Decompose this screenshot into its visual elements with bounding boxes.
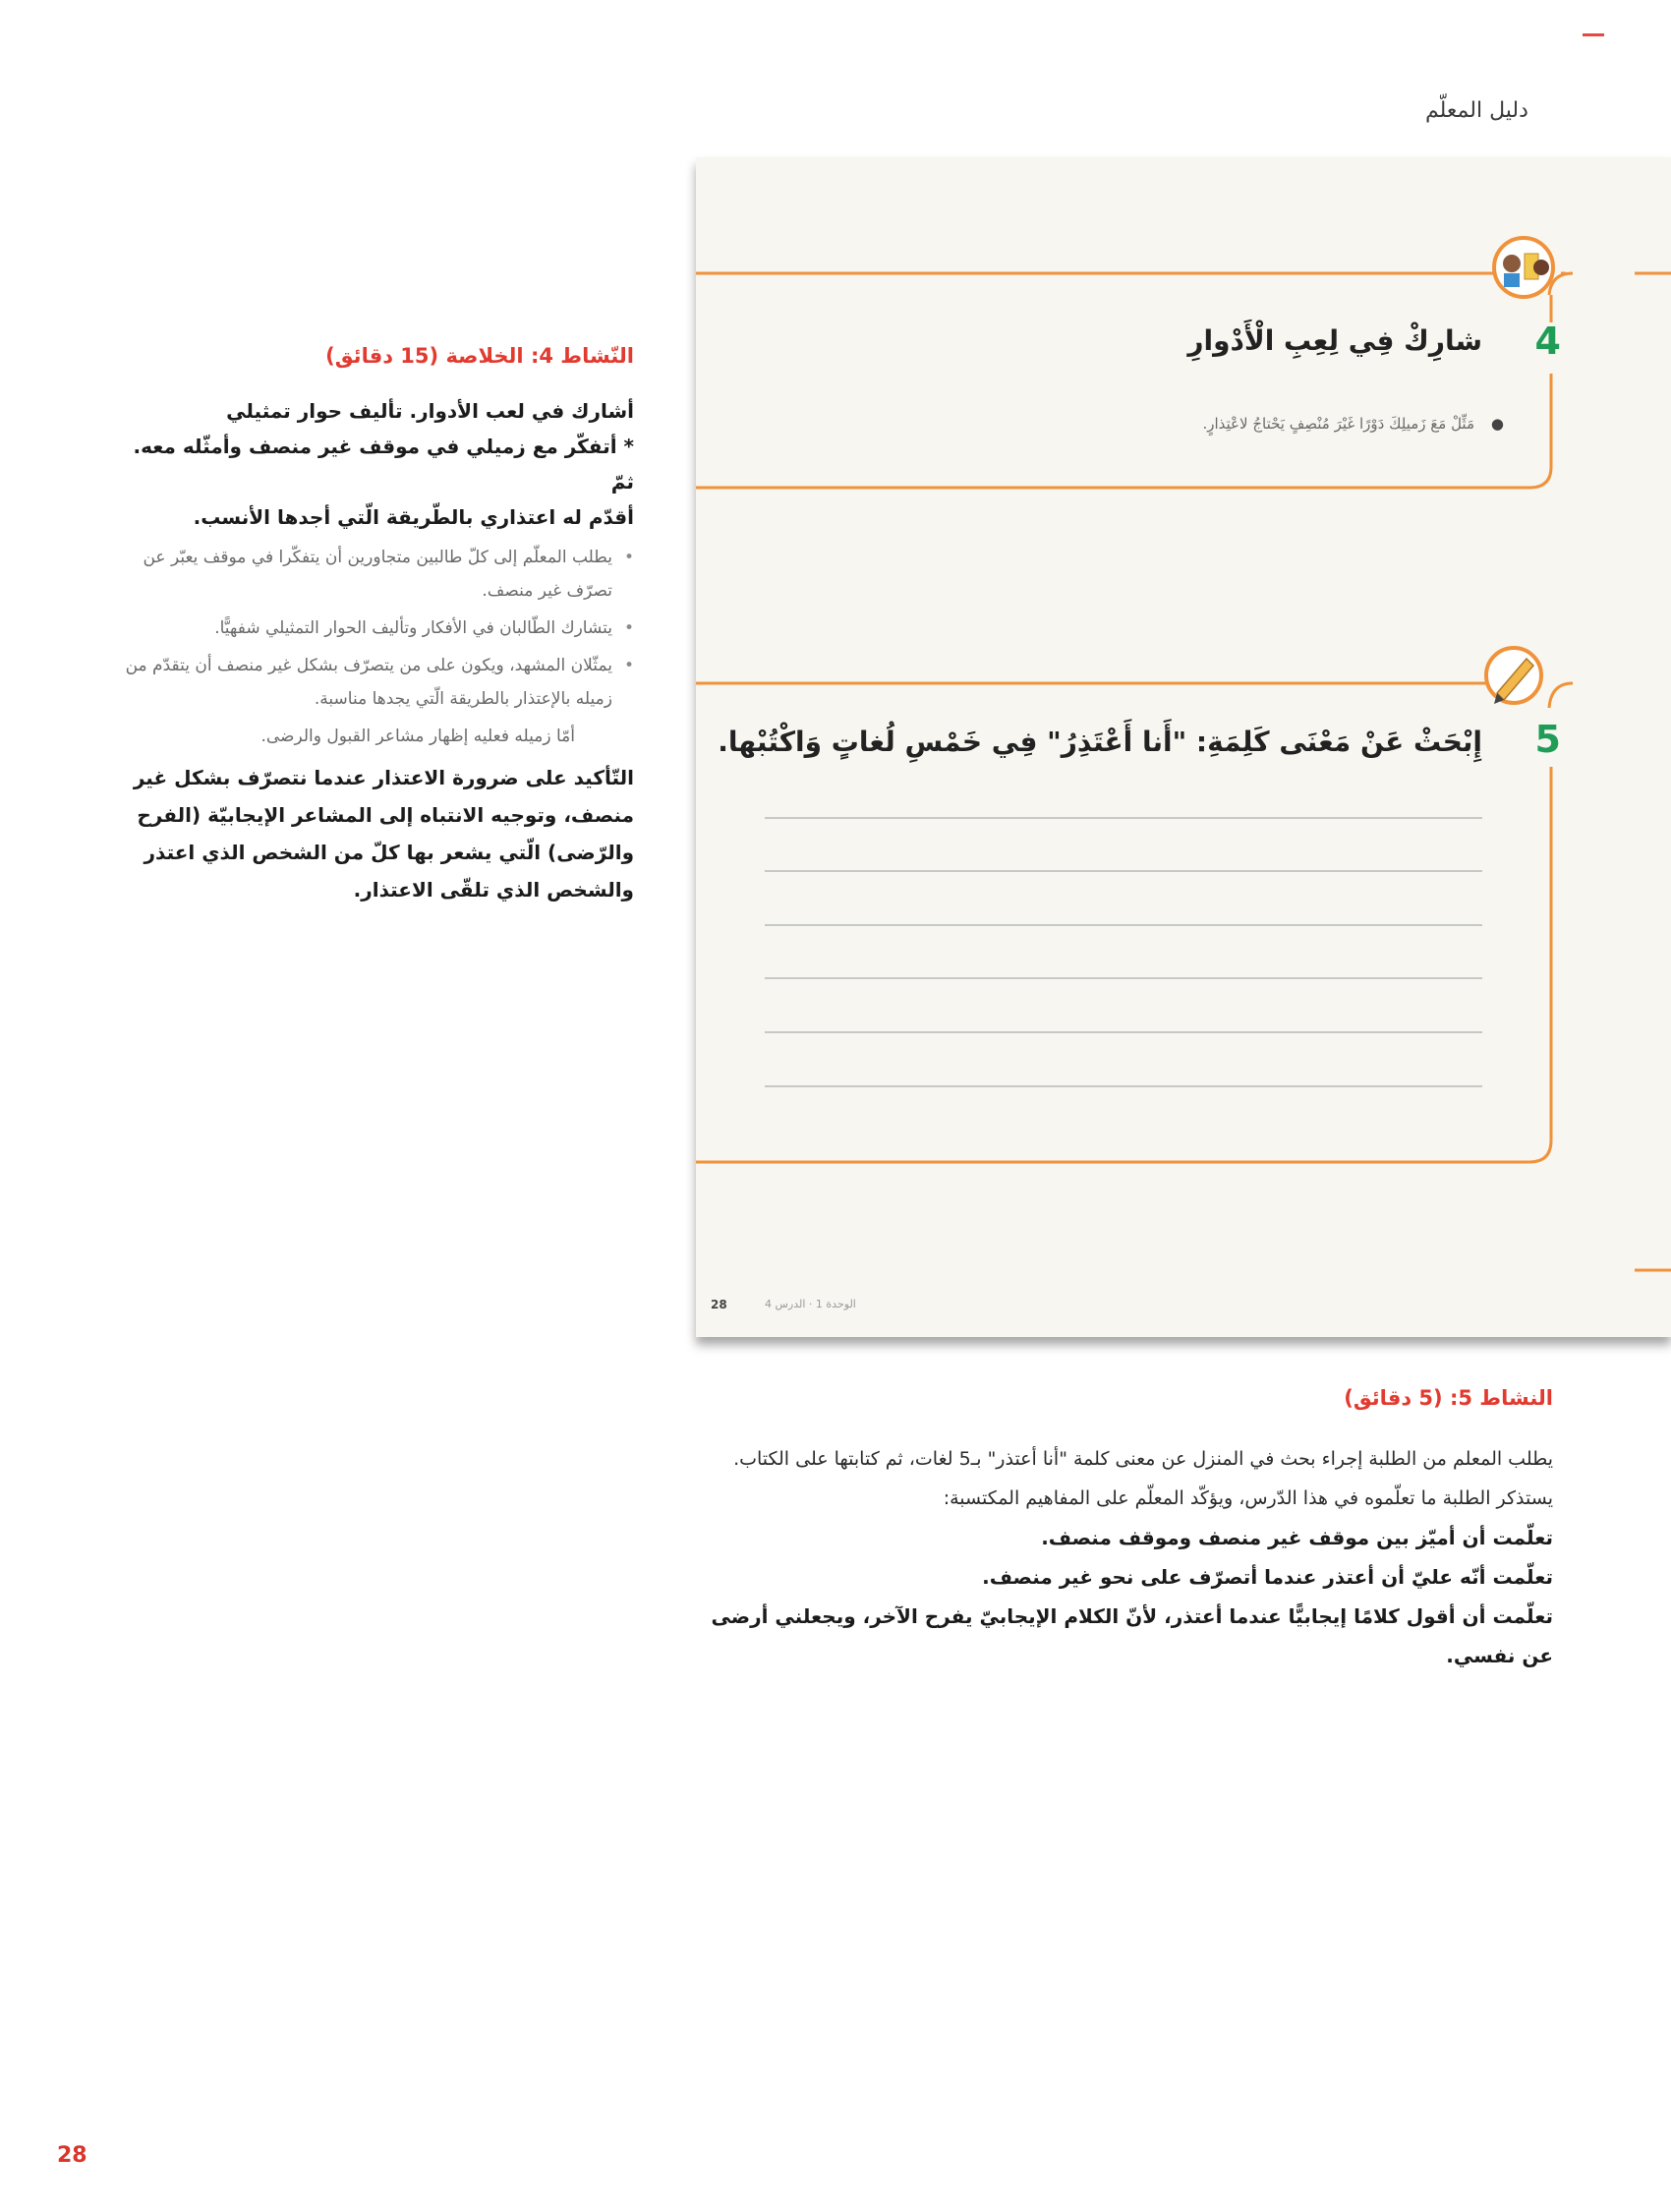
book-footer-page: 28 (711, 1298, 727, 1311)
learned-item-1: تعلّمت أن أميّز بين موقف غير منصف وموقف منصف. (1041, 1526, 1553, 1549)
page-number: 28 (57, 2143, 87, 2168)
activity5-heading: النشاط 5: (5 دقائق) (1344, 1386, 1553, 1410)
activity4-emphasis: التّأكيد على ضرورة الاعتذار عندما نتصرّف بشكل غير منصف، وتوجيه الانتباه إلى المشاعر الإيجابيّة (الفرح والرّضى) الّتي يشعر بها كلّ من الشخص الذي اعتذر والشخص الذي تلقّى الاعتذار. (133, 766, 634, 902)
activity5-number: 5 (1534, 718, 1561, 761)
activity5-section (708, 1386, 1553, 1675)
teacher-activity4-column (113, 344, 634, 908)
activity4-heading: النّشاط 4: الخلاصة (15 دقائق) (325, 344, 634, 368)
learned-item-3: تعلّمت أن أقول كلامًا إيجابيًّا عندما أعتذر، لأنّ الكلام الإيجابيّ يفرح الآخر، ويجعلني أرضى عن نفسي. (711, 1604, 1553, 1667)
activity4-bold-line-2: * أتفكّر مع زميلي في موقف غير منصف وأمثّله معه. ثمّ (133, 435, 634, 494)
activity4-bullets (113, 541, 634, 716)
activity4-continuation: أمّا زميله فعليه إظهار مشاعر القبول والرضى. (260, 727, 575, 746)
guide-title: دليل المعلّم (1425, 98, 1528, 123)
bullet-dot: ● (1490, 415, 1504, 433)
activity4-bullet: مَثِّلْ مَعَ زَميلِكَ دَوْرًا غَيْرَ مُنْصِفٍ يَحْتاجُ لاعْتِذارٍ. (1202, 415, 1474, 433)
top-red-mark (1583, 33, 1604, 36)
student-book-page (696, 157, 1671, 1337)
book-footer-text: الوحدة 1 · الدرس 4 (765, 1298, 856, 1310)
learned-item-2: تعلّمت أنّه عليّ أن أعتذر عندما أتصرّف على نحو غير منصف. (982, 1565, 1553, 1589)
activity5-title: إِبْحَثْ عَنْ مَعْنَى كَلِمَةِ: "أَنا أَعْتَذِرُ" فِي خَمْسِ لُغاتٍ وَاكْتُبْها. (718, 726, 1482, 758)
list-item: • يمثّلان المشهد، ويكون على من يتصرّف بشكل غير منصف أن يتقدّم من زميله بالإعتذار بالطريقة الّتي يجدها مناسبة. (113, 649, 634, 716)
activity4-title: شارِكْ فِي لِعِبِ الْأَدْوارِ (1187, 324, 1482, 357)
activity4-bold-line-3: أقدّم له اعتذاري بالطّريقة الّتي أجدها الأنسب. (193, 505, 634, 529)
list-item: • يتشارك الطّالبان في الأفكار وتأليف الحوار التمثيلي شفهيًّا. (113, 611, 634, 645)
activity5-paragraph1: يطلب المعلم من الطلبة إجراء بحث في المنزل عن معنى كلمة "أنا أعتذر" بـ5 لغات، ثم كتابتها على الكتاب. (733, 1448, 1553, 1470)
activity4-number: 4 (1534, 320, 1561, 363)
activity4-bold-line-1: أشارك في لعب الأدوار. تأليف حوار تمثيلي (226, 399, 634, 423)
list-item: • يطلب المعلّم إلى كلّ طالبين متجاورين أن يتفكّرا في موقف يعبّر عن تصرّف غير منصف. (113, 541, 634, 608)
activity5-paragraph2: يستذكر الطلبة ما تعلّموه في هذا الدّرس، ويؤكّد المعلّم على المفاهيم المكتسبة: (943, 1487, 1553, 1509)
